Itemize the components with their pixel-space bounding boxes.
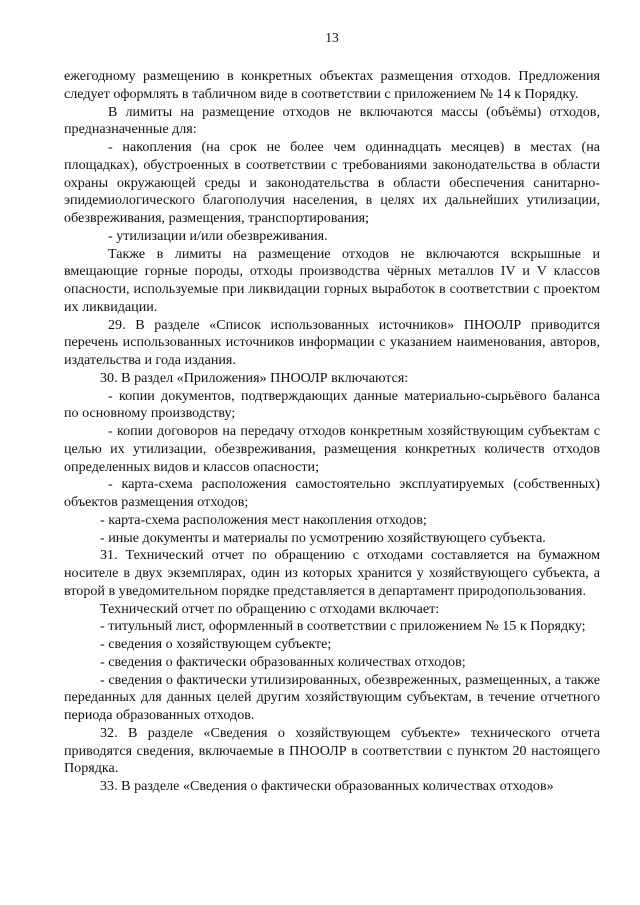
paragraph: - карта-схема расположения самостоятельно эксплуатируемых (собственных) объектов размещения отходов; [64,476,600,510]
page-number: 13 [325,30,339,45]
paragraph: - сведения о фактически утилизированных, обезвреженных, размещенных, а также переданных для данных целей другим хозяйствующим субъектам, в течение отчетного периода образованных отходов. [64,671,600,723]
paragraph: 33. В разделе «Сведения о фактически образованных количествах отходов» [100,778,554,794]
paragraph: ежегодному размещению в конкретных объектах размещения отходов. Предложения следует оформлять в табличном виде в соответствии с приложением № 14 к Порядку. [64,68,600,102]
paragraph: - накопления (на срок не более чем одиннадцать месяцев) в местах (на площадках), обустроенных в соответствии с требованиями законодательства в области охраны окружающей среды и законодательства в области обеспечения санитарно-эпидемиологического благополучия населения, в целях их дальнейших утилизации, обезвреживания, размещения, транспортирования; [64,139,600,226]
paragraph: 29. В разделе «Список использованных источников» ПНООЛР приводится перечень использованных источников информации с указанием наименования, авторов, издательства и года издания. [64,316,600,368]
paragraph: - копии договоров на передачу отходов конкретным хозяйствующим субъектам с целью их утилизации, обезвреживания, размещения конкретных количеств отходов определенных видов и классов опасности; [64,423,600,475]
paragraph: Также в лимиты на размещение отходов не включаются вскрышные и вмещающие горные породы, отходы производства чёрных металлов IV и V классов опасности, используемые при ликвидации горных выработок в соответствии с проектом их ликвидации. [64,245,600,315]
paragraph: 31. Технический отчет по обращению с отходами составляется на бумажном носителе в двух экземплярах, один из которых хранится у хозяйствующего субъекта, а второй в уведомительном порядке представляется в департамент природопользования. [64,547,600,599]
paragraph: - копии документов, подтверждающих данные материально-сырьёвого баланса по основному производству; [64,387,600,422]
document-page [64,30,600,796]
document-body [64,68,600,796]
paragraph: - иные документы и материалы по усмотрению хозяйствующего субъекта. [100,529,546,546]
paragraph: Технический отчет по обращению с отходами включает: [100,600,440,617]
paragraph: 30. В раздел «Приложения» ПНООЛР включаются: [100,369,409,386]
paragraph: - титульный лист, оформленный в соответствии с приложением № 15 к Порядку; [100,618,586,635]
paragraph: В лимиты на размещение отходов не включаются массы (объёмы) отходов, предназначенные для: [64,103,600,138]
paragraph: - утилизации и/или обезвреживания. [108,227,328,244]
paragraph: - карта-схема расположения мест накопления отходов; [100,511,427,528]
paragraph: 32. В разделе «Сведения о хозяйствующем субъекте» технического отчета приводятся сведения, включаемые в ПНООЛР в соответствии с пунктом 20 настоящего Порядка. [64,724,600,777]
paragraph: - сведения о фактически образованных количествах отходов; [100,653,466,670]
paragraph: - сведения о хозяйствующем субъекте; [100,636,332,652]
